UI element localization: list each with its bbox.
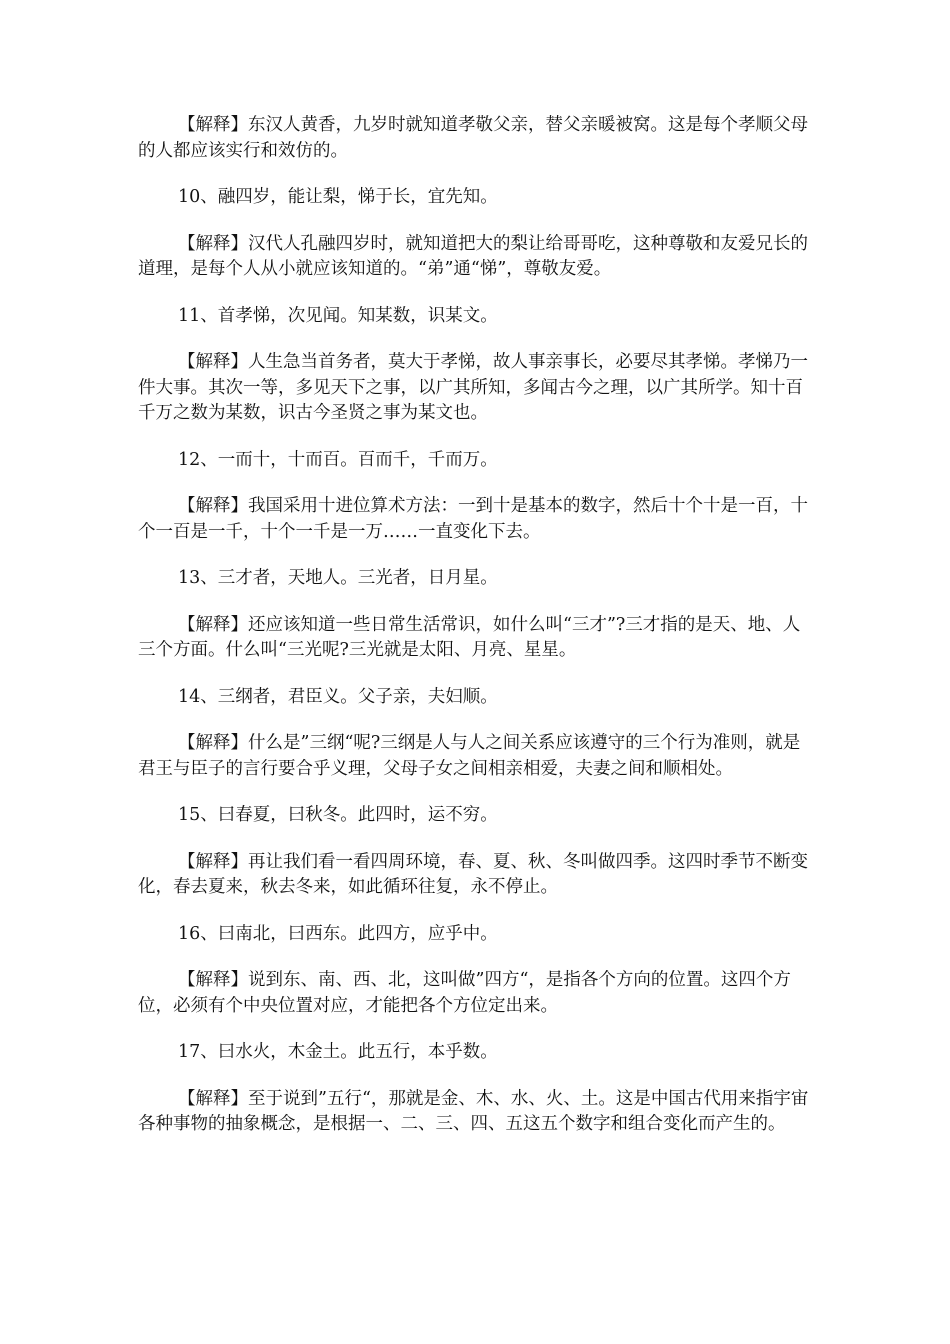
explanation-paragraph: 【解释】还应该知道一些日常生活常识，如什么叫“三才”?三才指的是天、地、人三个方面。什么叫“三光呢?三光就是太阳、月亮、星星。: [138, 614, 801, 660]
verse-line: 14、三纲者，君臣义。父子亲，夫妇顺。: [178, 686, 498, 707]
explanation-paragraph: 【解释】人生急当首务者，莫大于孝悌，故人事亲事长，必要尽其孝悌。孝悌乃一件大事。其次一等，多见天下之事，以广其所知，多闻古今之理，以广其所学。知十百千万之数为某数，识古今圣贤之事为某文也。: [138, 352, 808, 423]
explanation-paragraph: 【解释】我国采用十进位算术方法：一到十是基本的数字，然后十个十是一百，十个一百是一千，十个一千是一万……一直变化下去。: [138, 496, 808, 542]
explanation-paragraph: 【解释】什么是”三纲“呢?三纲是人与人之间关系应该遵守的三个行为准则，就是君王与臣子的言行要合乎义理，父母子女之间相亲相爱，夫妻之间和顺相处。: [138, 733, 801, 779]
verse-line: 17、曰水火，木金土。此五行，本乎数。: [178, 1042, 498, 1062]
explanation-paragraph: 【解释】汉代人孔融四岁时，就知道把大的梨让给哥哥吃，这种尊敬和友爱兄长的道理，是每个人从小就应该知道的。“弟”通“悌”，尊敬友爱。: [138, 233, 808, 279]
document-body: [138, 113, 814, 1159]
verse-line: 12、一而十，十而百。百而千，千而万。: [178, 449, 498, 470]
verse-line: 15、曰春夏，曰秋冬。此四时，运不穷。: [178, 805, 498, 825]
verse-line: 11、首孝悌，次见闻。知某数，识某文。: [178, 305, 498, 326]
verse-line: 13、三才者，天地人。三光者，日月星。: [178, 568, 498, 588]
verse-line: 16、曰南北，曰西东。此四方，应乎中。: [178, 923, 498, 944]
explanation-paragraph: 【解释】再让我们看一看四周环境，春、夏、秋、冬叫做四季。这四时季节不断变化，春去夏来，秋去冬来，如此循环往复，永不停止。: [138, 851, 808, 897]
verse-line: 10、融四岁，能让梨，悌于长，宜先知。: [178, 187, 498, 207]
explanation-paragraph: 【解释】东汉人黄香，九岁时就知道孝敬父亲，替父亲暖被窝。这是每个孝顺父母的人都应该实行和效仿的。: [138, 115, 808, 161]
explanation-paragraph: 【解释】说到东、南、西、北，这叫做”四方“，是指各个方向的位置。这四个方位，必须有个中央位置对应，才能把各个方位定出来。: [138, 970, 791, 1016]
explanation-paragraph: 【解释】至于说到”五行“，那就是金、木、水、火、土。这是中国古代用来指宇宙各种事物的抽象概念，是根据一、二、三、四、五这五个数字和组合变化而产生的。: [138, 1088, 809, 1134]
